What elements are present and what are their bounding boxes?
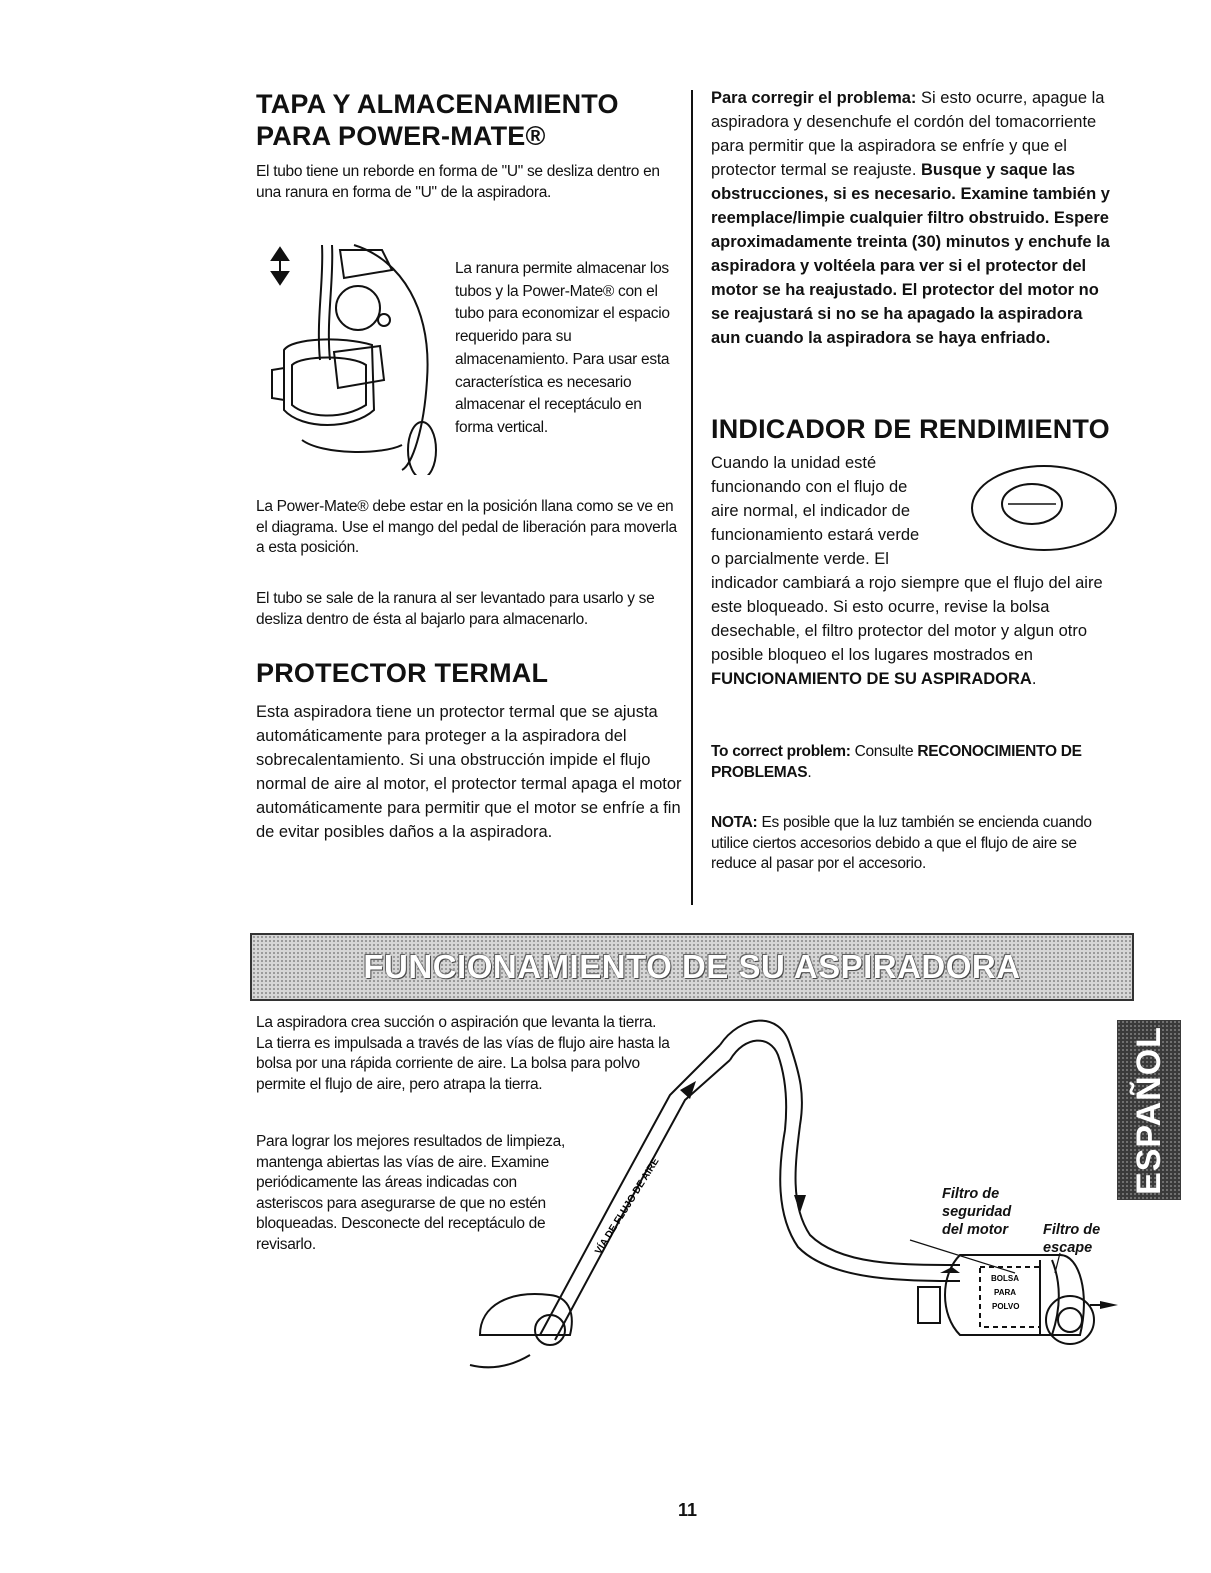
exhaust-filter-line: Filtro de: [1043, 1222, 1101, 1238]
motor-filter-line: del motor: [942, 1222, 1009, 1238]
to-correct-ref: RECONOCIMIENTO DE PROBLEMAS: [711, 743, 1082, 781]
section-storage: [256, 88, 676, 203]
to-correct-label: To correct problem:: [711, 743, 851, 760]
indicator-rest-text: indicador cambiará a rojo siempre que el flujo del aire este bloqueado. Si esto ocurre, revise la bolsa desechable, el filtro protector del motor y algun otro posible bloqueo el los lugares mostrados en: [711, 574, 1103, 664]
nota-block: [711, 813, 1121, 875]
motor-filter-label: [942, 1185, 1011, 1239]
heading-storage-line2: PARA POWER-MATE®: [256, 121, 546, 151]
bold-instructions: Busque y saque las obstrucciones, si es necesario. Examine también y reemplace/limpie cualquier filtro obstruido. Espere aproximadamente treinta (30) minutos y enchufe la aspiradora y voltéela para ver si el protector del motor se ha reajustado. El protector del motor no se reajustará si no se ha apagado la aspiradora aun cuando la aspiradora se haya enfriado.: [711, 161, 1110, 347]
heading-thermal: PROTECTOR TERMAL: [256, 658, 549, 688]
tube-usage-text: El tubo se sale de la ranura al ser levantado para usarlo y se desliza dentro de ésta al bajarlo para almacenarlo.: [256, 590, 655, 628]
nota-text: Es posible que la luz también se encienda cuando utilice ciertos accesorios debido a que el flujo de aire se reduce al pasar por el accesorio.: [711, 814, 1092, 872]
indicator-line: o parcialmente verde. El: [711, 550, 889, 568]
exhaust-filter-label: [1043, 1221, 1100, 1257]
airflow-diagram: [440, 1005, 1120, 1375]
correct-label: Para corregir el problema:: [711, 89, 917, 107]
indicator-bold-ref: FUNCIONAMIENTO DE SU ASPIRADORA: [711, 670, 1032, 688]
operation-para2: Para lograr los mejores resultados de limpieza, mantenga abiertas las vías de aire. Examine periódicamente las áreas indicadas con asteriscos para asegurarse de que no estén bloqueadas. Desconecte del receptáculo de revisarlo.: [256, 1133, 565, 1253]
storage-illustration: [262, 240, 442, 475]
page-number: 11: [678, 1500, 698, 1520]
heading-indicator: INDICADOR DE RENDIMIENTO: [711, 414, 1110, 444]
indicator-line: Cuando la unidad esté: [711, 454, 877, 472]
motor-filter-line: seguridad: [942, 1204, 1012, 1220]
language-tab-label: ESPAÑOL: [1129, 1025, 1168, 1195]
bag-label: POLVO: [992, 1302, 1020, 1311]
correct-problem-block: [711, 86, 1111, 350]
indicator-line: aire normal, el indicador de: [711, 502, 911, 520]
motor-filter-line: Filtro de: [942, 1186, 1000, 1202]
indicator-line: funcionamiento estará verde: [711, 526, 920, 544]
language-tab: [1117, 1020, 1181, 1200]
correct-text: Si esto ocurre, apague la aspiradora y desenchufe el cordón del tomacorriente para permitir que la aspiradora se enfríe y que el protector termal se reajuste.: [711, 89, 1105, 179]
thermal-text: Esta aspiradora tiene un protector termal que se ajusta automáticamente para proteger a la aspiradora del sobrecalentamiento. Si una obstrucción impide el flujo normal de aire al motor, el protector termal apaga el motor automáticamente para permitir que el motor se enfríe a fin de evitar posibles daños a la aspiradora.: [256, 703, 682, 841]
heading-storage: [256, 88, 676, 152]
section-banner: [250, 933, 1134, 1001]
performance-indicator-icon: [968, 462, 1120, 554]
ranura-text: La ranura permite almacenar los tubos y la Power-Mate® con el tubo para economizar el espacio requerido para su almacenamiento. Para usar esta característica es necesario almacenar el receptáculo en forma vertical.: [455, 260, 670, 436]
powermate-position-text: La Power-Mate® debe estar en la posición llana como se ve en el diagrama. Use el mango del pedal de liberación para moverla a esta posición.: [256, 498, 677, 556]
column-divider: [691, 90, 693, 905]
indicator-lines: [711, 451, 961, 571]
to-correct-block: To correct problem: Consulte RECONOCIMIENTO DE PROBLEMAS.: [711, 743, 1082, 781]
storage-intro: El tubo tiene un reborde en forma de "U" se desliza dentro en una ranura en forma de "U" de la aspiradora.: [256, 163, 660, 201]
operation-para1: La aspiradora crea succión o aspiración que levanta la tierra. La tierra es impulsada a través de las vías de flujo aire hasta la bolsa por una rápida corriente de aire. La bolsa para polvo permite el flujo de aire, pero atrapa la tierra.: [256, 1014, 670, 1093]
nota-label: NOTA:: [711, 814, 758, 831]
heading-storage-line1: TAPA Y ALMACENAMIENTO: [256, 89, 619, 119]
bag-label: PARA: [994, 1288, 1017, 1297]
indicator-rest: indicador cambiará a rojo siempre que el flujo del aire este bloqueado. Si esto ocurre, revise la bolsa desechable, el filtro protector del motor y algun otro posible bloqueo el los lugares mostrados en FUNCIONAMIENTO DE SU ASPIRADORA.: [711, 574, 1103, 688]
airflow-path-label: VÍA DE FLUJO DE AIRE: [593, 1156, 662, 1257]
to-correct-text: Consulte: [854, 743, 914, 760]
bag-label: BOLSA: [991, 1274, 1019, 1283]
exhaust-filter-line: escape: [1043, 1240, 1093, 1256]
banner-title: FUNCIONAMIENTO DE SU ASPIRADORA: [363, 948, 1021, 985]
indicator-line: funcionando con el flujo de: [711, 478, 908, 496]
